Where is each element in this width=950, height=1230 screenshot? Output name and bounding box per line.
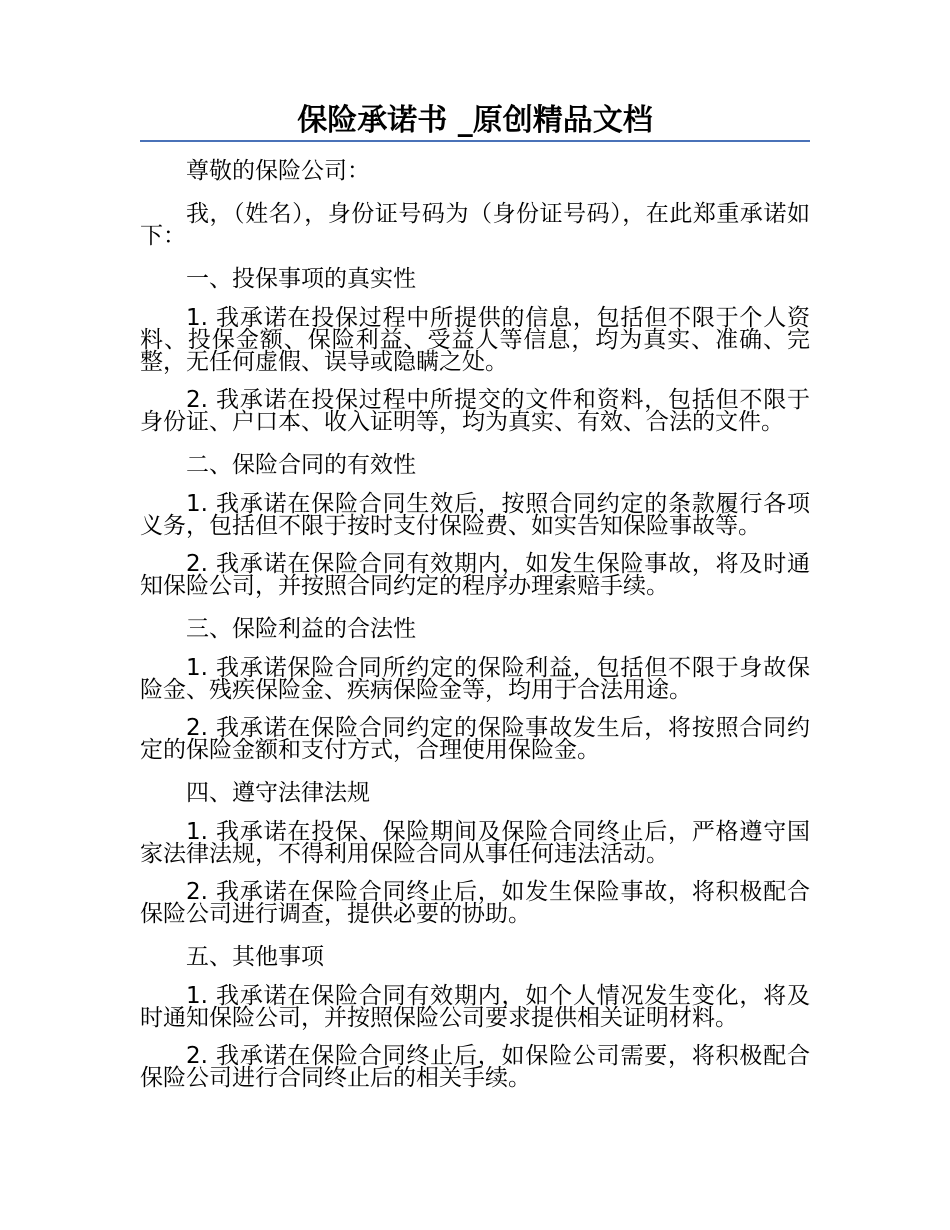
section-4-item-1: 1. 我承诺在投保、保险期间及保险合同终止后，严格遵守国家法律法规，不得利用保险合同从事任何违法活动。: [140, 819, 810, 867]
section-3-item-1: 1. 我承诺保险合同所约定的保险利益，包括但不限于身故保险金、残疾保险金、疾病保险金等，均用于合法用途。: [140, 655, 810, 703]
section-5-item-2: 2. 我承诺在保险合同终止后，如保险公司需要，将积极配合保险公司进行合同终止后的相关手续。: [140, 1043, 810, 1091]
title-block: [140, 100, 810, 142]
page-title: 保险承诺书 _原创精品文档: [297, 103, 653, 138]
section-1-item-2: 2. 我承诺在投保过程中所提交的文件和资料，包括但不限于身份证、户口本、收入证明等，均为真实、有效、合法的文件。: [140, 387, 810, 435]
document-body: [140, 155, 810, 1089]
salutation: 尊敬的保险公司：: [186, 158, 370, 184]
section-3-item-2: 2. 我承诺在保险合同约定的保险事故发生后，将按照合同约定的保险金额和支付方式，合理使用保险金。: [140, 715, 810, 763]
section-2-item-1: 1. 我承诺在保险合同生效后，按照合同约定的条款履行各项义务，包括但不限于按时支付保险费、如实告知保险事故等。: [140, 491, 810, 539]
section-heading-4: 四、遵守法律法规: [186, 780, 370, 806]
section-2-item-2: 2. 我承诺在保险合同有效期内，如发生保险事故，将及时通知保险公司，并按照合同约定的程序办理索赔手续。: [140, 551, 810, 599]
section-4-item-2: 2. 我承诺在保险合同终止后，如发生保险事故，将积极配合保险公司进行调查，提供必要的协助。: [140, 879, 810, 927]
section-1-item-1: 1. 我承诺在投保过程中所提供的信息，包括但不限于个人资料、投保金额、保险利益、受益人等信息，均为真实、准确、完整，无任何虚假、误导或隐瞒之处。: [140, 305, 810, 375]
section-heading-2: 二、保险合同的有效性: [186, 452, 416, 478]
section-heading-5: 五、其他事项: [186, 944, 324, 970]
section-heading-1: 一、投保事项的真实性: [186, 266, 416, 292]
section-heading-3: 三、保险利益的合法性: [186, 616, 416, 642]
intro-paragraph: 我，（姓名），身份证号码为（身份证号码），在此郑重承诺如下：: [140, 201, 810, 249]
section-5-item-1: 1. 我承诺在保险合同有效期内，如个人情况发生变化，将及时通知保险公司，并按照保险公司要求提供相关证明材料。: [140, 983, 810, 1031]
